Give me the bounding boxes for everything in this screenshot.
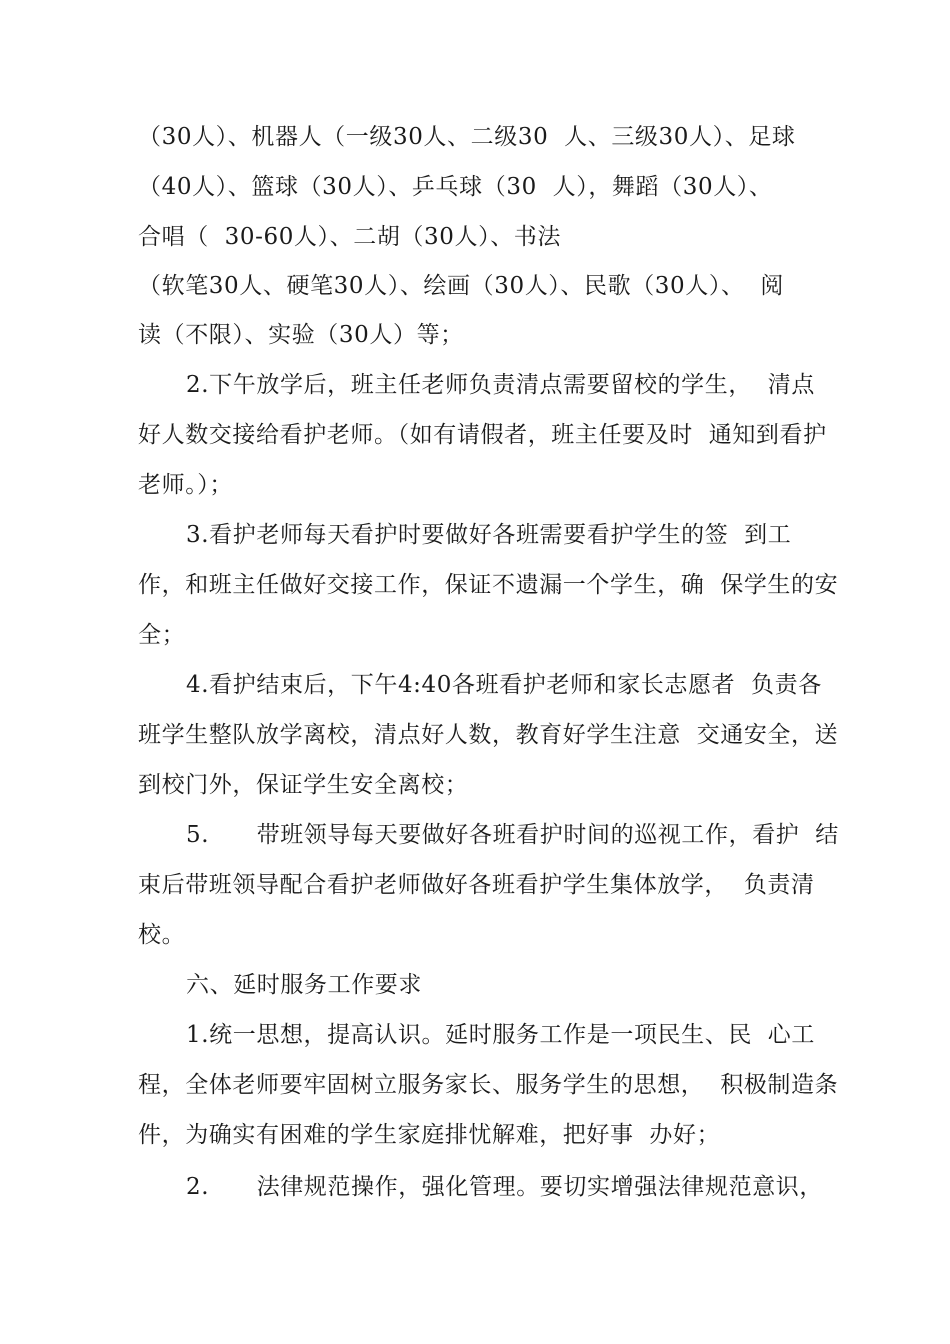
- text-line: （30人）、机器人（一级30人、二级30 人、三级30人）、足球: [138, 124, 796, 150]
- text-line: 老师。）；: [138, 472, 233, 498]
- text-line: 合唱（ 30-60人）、二胡（30人）、书法: [138, 224, 561, 250]
- text-line: 全；: [138, 622, 186, 648]
- text-line: 程，全体老师要牢固树立服务家长、服务学生的思想， 积极制造条: [138, 1072, 839, 1098]
- text-line: 束后带班领导配合看护老师做好各班看护学生集体放学， 负责清: [138, 872, 815, 898]
- text-line: （软笔30人、硬笔30人）、绘画（30人）、民歌（30人）、 阅: [138, 273, 784, 299]
- section-heading: 六、延时服务工作要求: [186, 972, 422, 998]
- paragraph-start: 4.看护结束后，下午4:40各班看护老师和家长志愿者 负责各: [186, 672, 822, 698]
- text-line: （40人）、篮球（30人）、乒乓球（30 人），舞蹈（30人）、: [138, 174, 773, 200]
- paragraph-start: 5. 带班领导每天要做好各班看护时间的巡视工作，看护 结: [186, 822, 839, 848]
- paragraph-start: 2.下午放学后，班主任老师负责清点需要留校的学生， 清点: [186, 372, 815, 398]
- text-line: 到校门外，保证学生安全离校；: [138, 772, 469, 798]
- text-line: 校。: [138, 922, 186, 948]
- text-line: 班学生整队放学离校，清点好人数，教育好学生注意 交通安全，送: [138, 722, 839, 748]
- paragraph-start: 1.统一思想，提高认识。延时服务工作是一项民生、民 心工: [186, 1022, 815, 1048]
- text-line: 读（不限）、实验（30人）等；: [138, 322, 464, 348]
- text-line: 作，和班主任做好交接工作，保证不遗漏一个学生，确 保学生的安: [138, 572, 839, 598]
- paragraph-start: 2. 法律规范操作，强化管理。要切实增强法律规范意识，: [186, 1174, 824, 1200]
- text-line: 件，为确实有困难的学生家庭排忧解难，把好事 办好；: [138, 1122, 721, 1148]
- text-line: 好人数交接给看护老师。（如有请假者，班主任要及时 通知到看护: [138, 422, 827, 448]
- paragraph-start: 3.看护老师每天看护时要做好各班需要看护学生的签 到工: [186, 522, 792, 548]
